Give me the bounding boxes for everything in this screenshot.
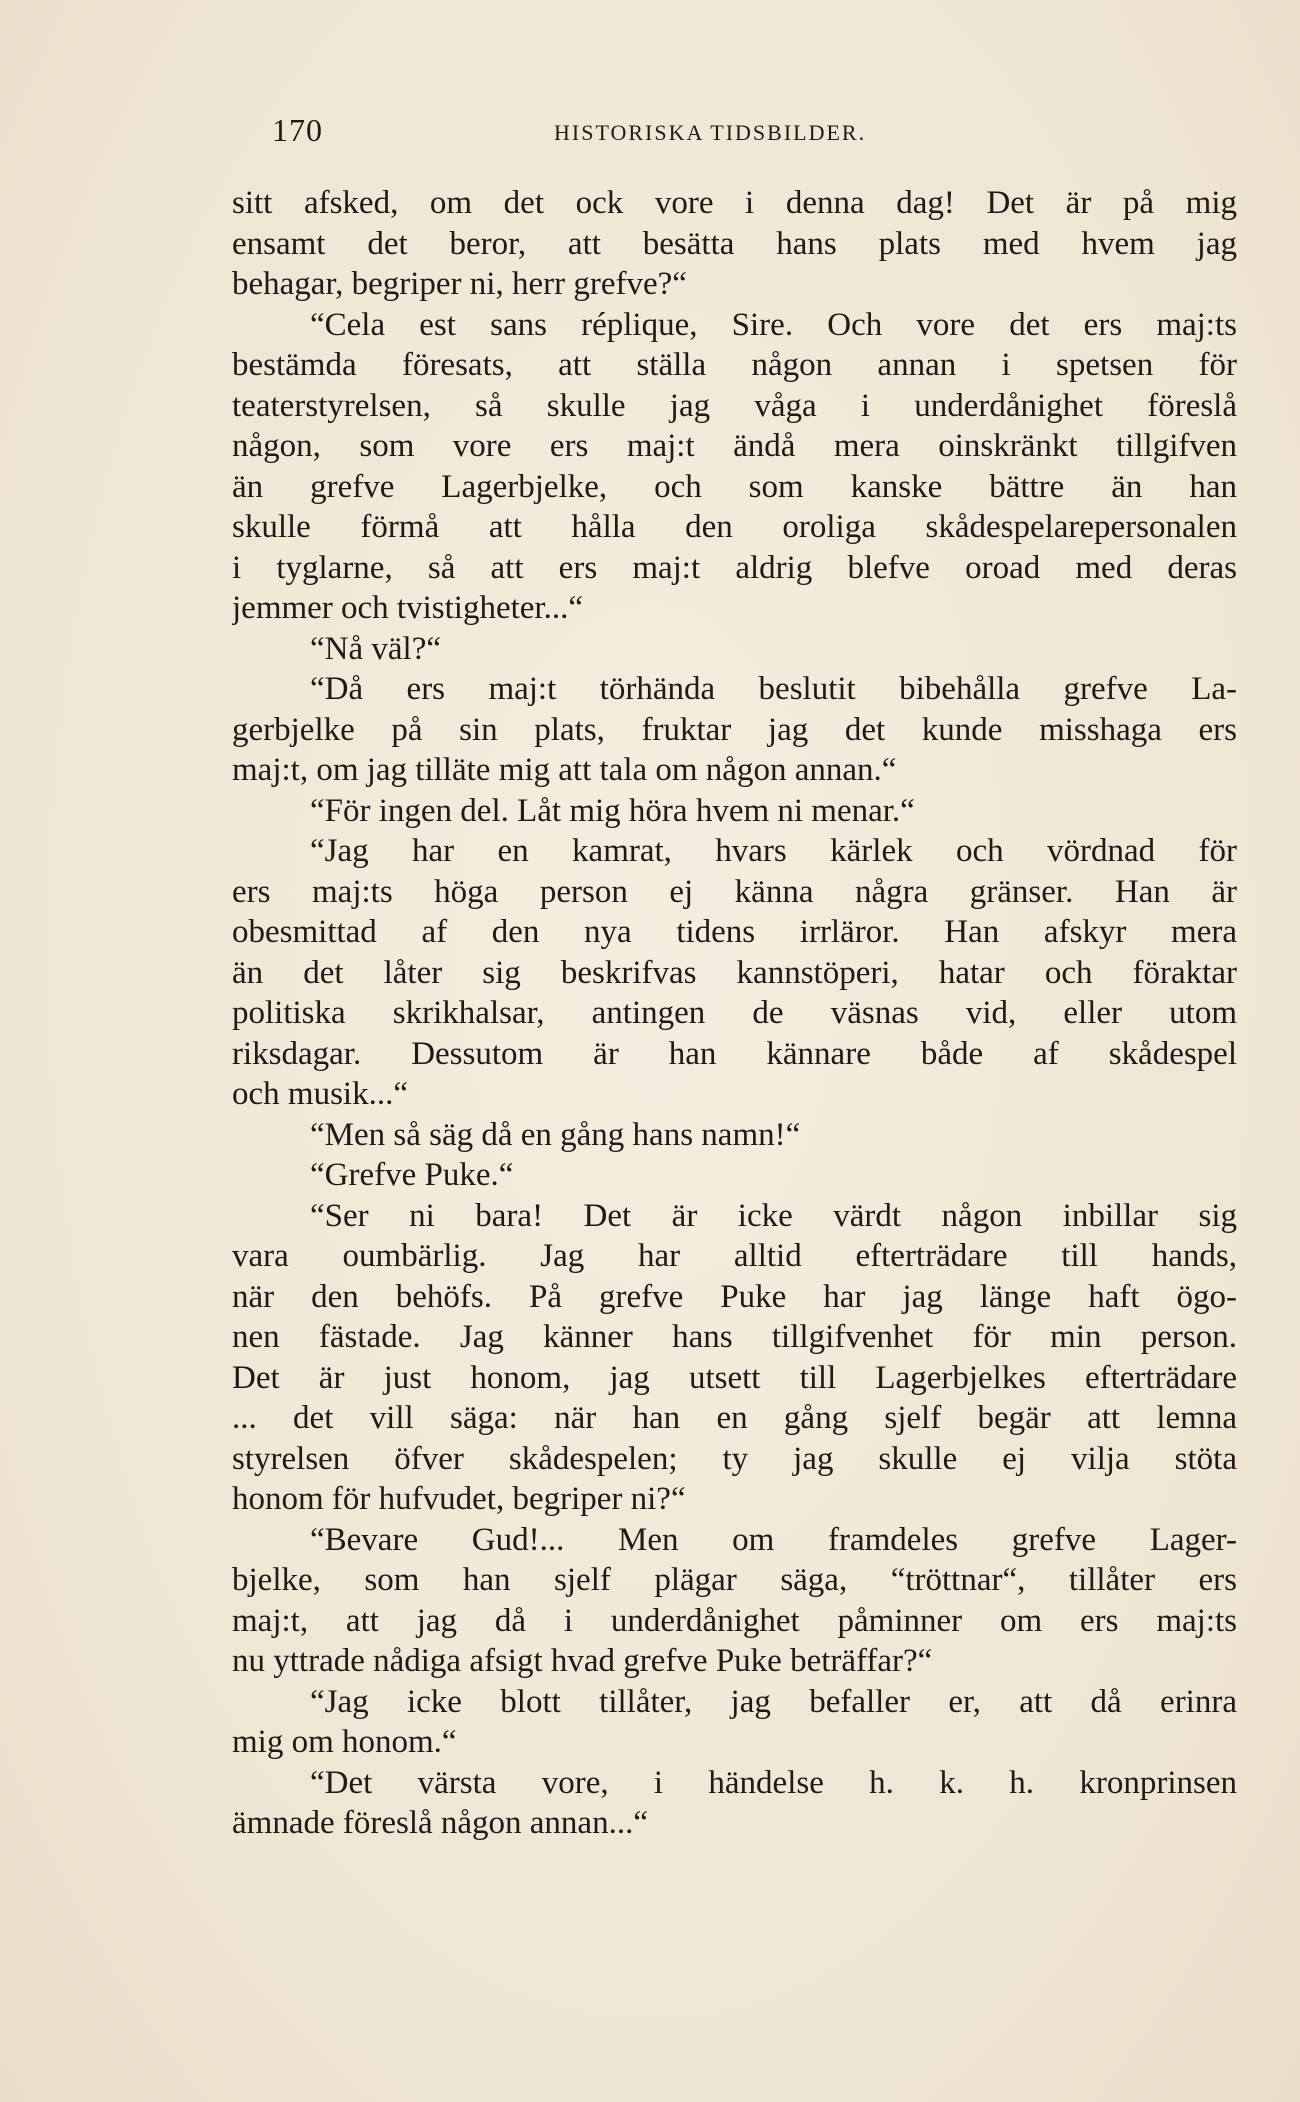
text-line: ensamt det beror, att besätta hans plats med hvem jag — [232, 225, 1237, 262]
text-line: “För ingen del. Låt mig höra hvem ni menar.“ — [310, 792, 915, 829]
body-text — [232, 183, 1237, 1844]
text-line: sitt afsked, om det ock vore i denna dag! Det är på mig — [232, 185, 1237, 221]
text-line: bjelke, som han sjelf plägar säga, “tröttnar“, tillåter ers — [232, 1562, 1237, 1598]
text-line: ... det vill säga: när han en gång sjelf begär att lemna — [232, 1400, 1237, 1436]
text-line: nen fästade. Jag känner hans tillgifvenhet för min person. — [232, 1319, 1237, 1355]
text-line: nu yttrade nådiga afsigt hvad grefve Puke beträffar?“ — [232, 1643, 933, 1679]
text-line: än det låter sig beskrifvas kannstöperi, hatar och föraktar — [232, 954, 1237, 991]
text-line: teaterstyrelsen, så skulle jag våga i underdånighet föreslå — [232, 387, 1237, 424]
text-line: bestämda föresats, att ställa någon annan i spetsen för — [232, 347, 1237, 383]
text-line: “Jag icke blott tillåter, jag befaller er, att då erinra — [310, 1683, 1237, 1720]
text-line: honom för hufvudet, begriper ni?“ — [232, 1481, 686, 1517]
text-line: och musik...“ — [232, 1076, 408, 1112]
text-line: styrelsen öfver skådespelen; ty jag skulle ej vilja stöta — [232, 1440, 1237, 1477]
text-line: skulle förmå att hålla den oroliga skådespelarepersonalen — [232, 509, 1237, 545]
running-head: HISTORISKA TIDSBILDER. — [554, 120, 867, 145]
text-line: vara oumbärlig. Jag har alltid efterträdare till hands, — [232, 1238, 1237, 1274]
text-line: “Då ers maj:t törhända beslutit bibehålla grefve La- — [310, 671, 1237, 707]
text-line: politiska skrikhalsar, antingen de väsnas vid, eller utom — [232, 995, 1237, 1031]
text-line: ers maj:ts höga person ej känna några gränser. Han är — [232, 873, 1237, 910]
text-line: någon, som vore ers maj:t ändå mera oinskränkt tillgifven — [232, 428, 1237, 464]
text-line: när den behöfs. På grefve Puke har jag länge haft ögo- — [232, 1278, 1237, 1315]
text-line: gerbjelke på sin plats, fruktar jag det kunde misshaga ers — [232, 711, 1237, 748]
text-line: mig om honom.“ — [232, 1724, 457, 1760]
text-line: ämnade föreslå någon annan...“ — [232, 1805, 648, 1841]
text-line: maj:t, att jag då i underdånighet påminner om ers maj:ts — [232, 1602, 1237, 1639]
text-line: “Bevare Gud!... Men om framdeles grefve Lager- — [310, 1521, 1237, 1558]
text-line: “Det värsta vore, i händelse h. k. h. kronprinsen — [310, 1764, 1237, 1801]
text-line: “Grefve Puke.“ — [310, 1157, 514, 1193]
text-line: maj:t, om jag tilläte mig att tala om någon annan.“ — [232, 752, 897, 788]
text-line: Det är just honom, jag utsett till Lagerbjelkes efterträdare — [232, 1359, 1237, 1396]
text-line: “Ser ni bara! Det är icke värdt någon inbillar sig — [310, 1197, 1237, 1234]
text-line: än grefve Lagerbjelke, och som kanske bättre än han — [232, 468, 1237, 505]
page-number: 170 — [272, 112, 323, 148]
text-line: jemmer och tvistigheter...“ — [232, 590, 583, 626]
text-line: behagar, begriper ni, herr grefve?“ — [232, 266, 687, 302]
text-line: “Jag har en kamrat, hvars kärlek och vördnad för — [310, 833, 1237, 869]
text-line: obesmittad af den nya tidens irrläror. Han afskyr mera — [232, 914, 1237, 950]
text-line: i tyglarne, så att ers maj:t aldrig blefve oroad med deras — [232, 549, 1237, 586]
text-line: “Cela est sans réplique, Sire. Och vore det ers maj:ts — [310, 306, 1237, 343]
text-line: riksdagar. Dessutom är han kännare både af skådespel — [232, 1035, 1237, 1072]
page-header — [272, 112, 920, 152]
text-line: “Nå väl?“ — [310, 630, 441, 667]
text-line: “Men så säg då en gång hans namn!“ — [310, 1116, 801, 1153]
